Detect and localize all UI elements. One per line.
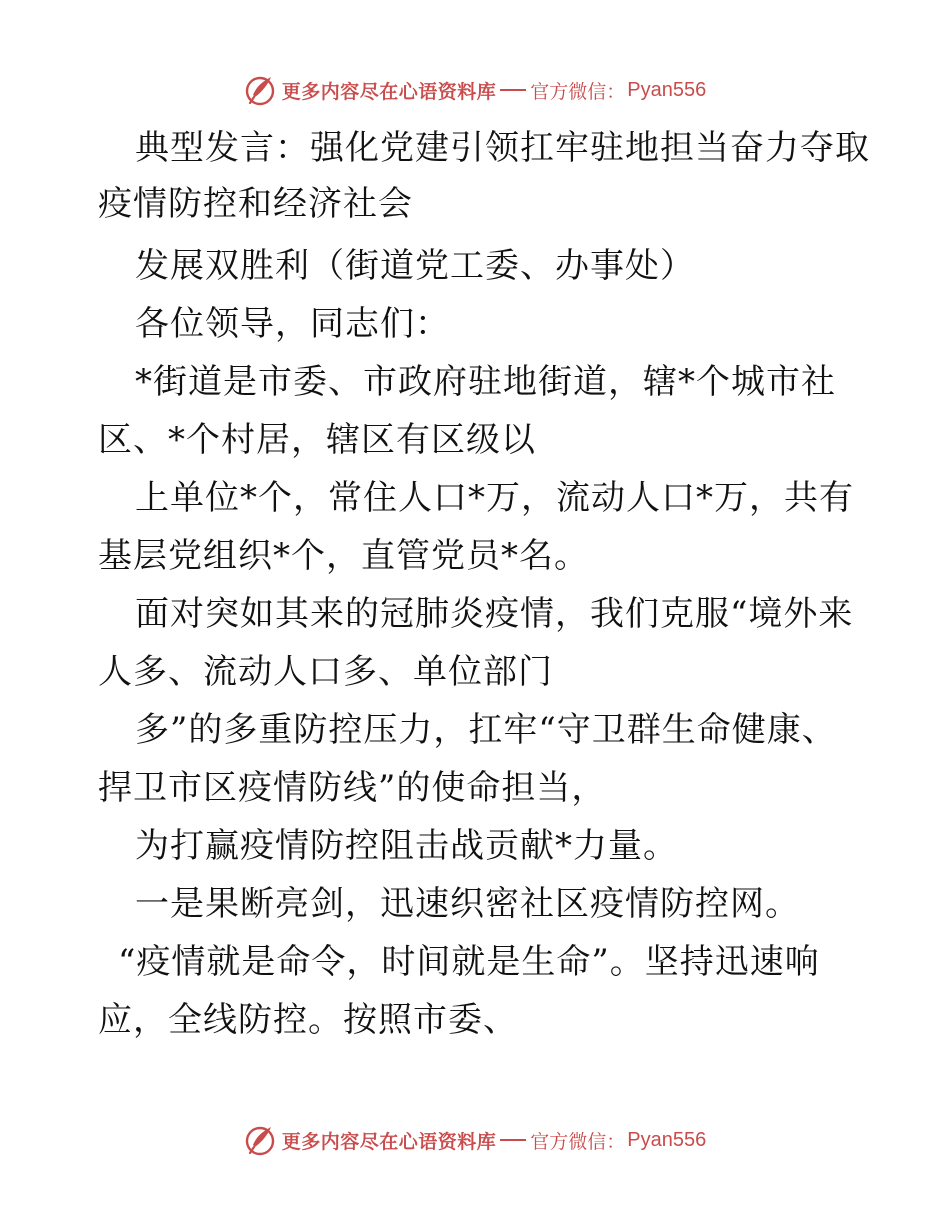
header-banner (0, 70, 950, 110)
banner-wechat-label: 官方微信： (530, 80, 626, 103)
text-line: 发展双胜利（街道党工委、办事处） (135, 246, 695, 286)
text-line: 人多、流动人口多、单位部门 (98, 652, 553, 692)
text-line: *街道是市委、市政府驻地街道，辖*个城市社 (135, 362, 836, 402)
text-line: 多”的多重防控压力，扛牢“守卫群生命健康、 (135, 710, 837, 750)
text-line: 疫情防控和经济社会 (98, 184, 413, 224)
text-line: 为打赢疫情防控阻击战贡献*力量。 (135, 826, 678, 866)
banner-dash (500, 89, 526, 91)
banner-dash (500, 1139, 526, 1141)
text-line: 典型发言：强化党建引领扛牢驻地担当奋力夺取 (135, 128, 870, 168)
text-line: 一是果断亮剑，迅速织密社区疫情防控网。 (135, 884, 800, 924)
text-line: 上单位*个，常住人口*万，流动人口*万，共有 (135, 478, 854, 518)
text-line: 基层党组织*个，直管党员*名。 (98, 536, 589, 576)
banner-main-text: 更多内容尽在心语资料库 (281, 1130, 497, 1153)
text-line: 应，全线防控。按照市委、 (98, 1000, 518, 1040)
banner-main-text: 更多内容尽在心语资料库 (281, 80, 497, 103)
footer-banner (0, 1120, 950, 1160)
banner-wechat-id: Pyan556 (627, 1128, 707, 1151)
text-line: “疫情就是命令，时间就是生命”。坚持迅速响 (118, 942, 820, 982)
banner-wechat-id: Pyan556 (627, 78, 707, 101)
text-line: 各位领导，同志们： (135, 304, 450, 344)
text-line: 捍卫市区疫情防线”的使命担当， (98, 768, 607, 808)
text-line: 面对突如其来的冠肺炎疫情，我们克服“境外来 (135, 594, 854, 634)
pen-logo-icon (244, 73, 278, 107)
banner-wechat-label: 官方微信： (530, 1130, 626, 1153)
pen-logo-icon (244, 1123, 278, 1157)
text-line: 区、*个村居，辖区有区级以 (98, 420, 536, 460)
